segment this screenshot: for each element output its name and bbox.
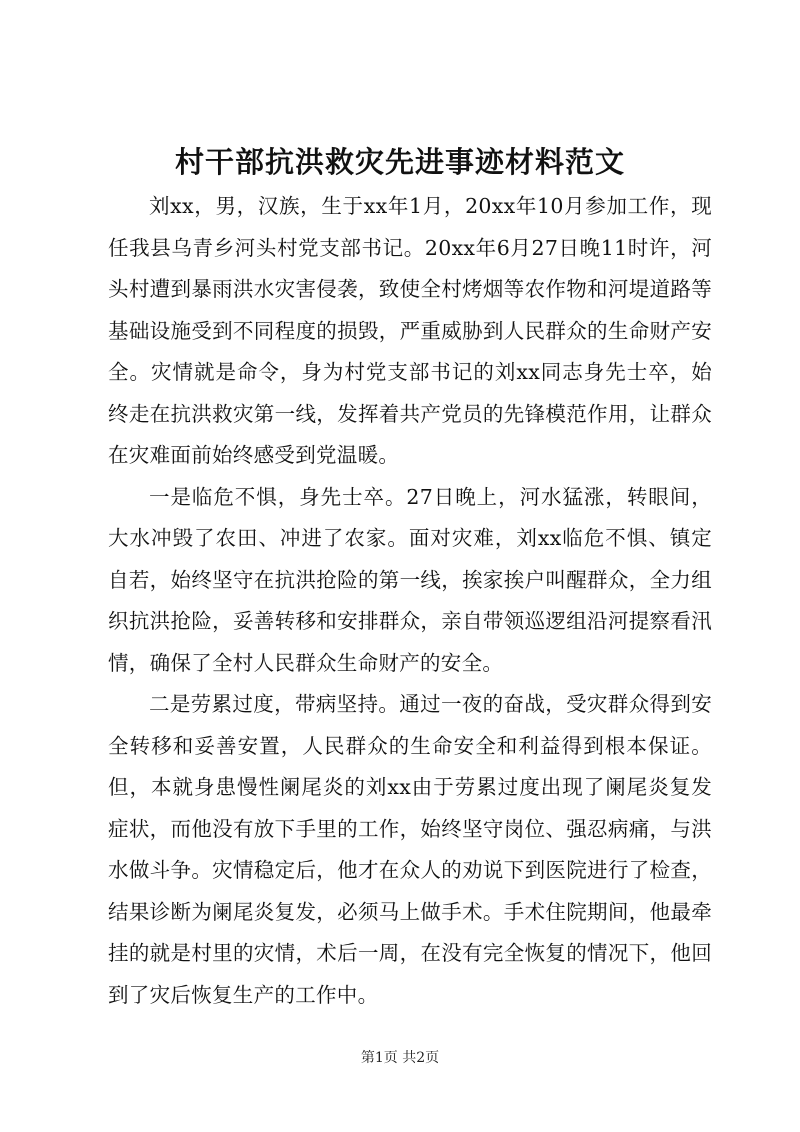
page-number-footer: 第1页 共2页 [360,1050,440,1066]
paragraph-first-point: 一是临危不惧，身先士卒。27日晚上，河水猛涨，转眼间，大水冲毁了农田、冲进了农家。面对灾难，刘xx临危不惧、镇定自若，始终坚守在抗洪抢险的第一线，挨家挨户叫醒群众，全力组织抗洪抢险，妥善转移和安排群众，亲自带领巡逻组沿河提察看汛情，确保了全村人民群众生命财产的安全。 [108,484,712,675]
document-body [108,186,712,1016]
document-title: 村干部抗洪救灾先进事迹材料范文 [174,145,625,179]
paragraph-second-point: 二是劳累过度，带病坚持。通过一夜的奋战，受灾群众得到安全转移和妥善安置，人民群众的生命安全和利益得到根本保证。但，本就身患慢性阑尾炎的刘xx由于劳累过度出现了阑尾炎复发症状，而他没有放下手里的工作，始终坚守岗位、强忍病痛，与洪水做斗争。灾情稳定后，他才在众人的劝说下到医院进行了检查，结果诊断为阑尾炎复发，必须马上做手术。手术住院期间，他最牵挂的就是村里的灾情，术后一周，在没有完全恢复的情况下，他回到了灾后恢复生产的工作中。 [108,692,712,1007]
paragraph-intro: 刘xx，男，汉族，生于xx年1月，20xx年10月参加工作，现任我县乌青乡河头村党支部书记。20xx年6月27日晚11时许，河头村遭到暴雨洪水灾害侵袭，致使全村烤烟等农作物和河堤道路等基础设施受到不同程度的损毁，严重威胁到人民群众的生命财产安全。灾情就是命令，身为村党支部书记的刘xx同志身先士卒，始终走在抗洪救灾第一线，发挥着共产党员的先锋模范作用，让群众在灾难面前始终感受到党温暖。 [108,194,712,467]
